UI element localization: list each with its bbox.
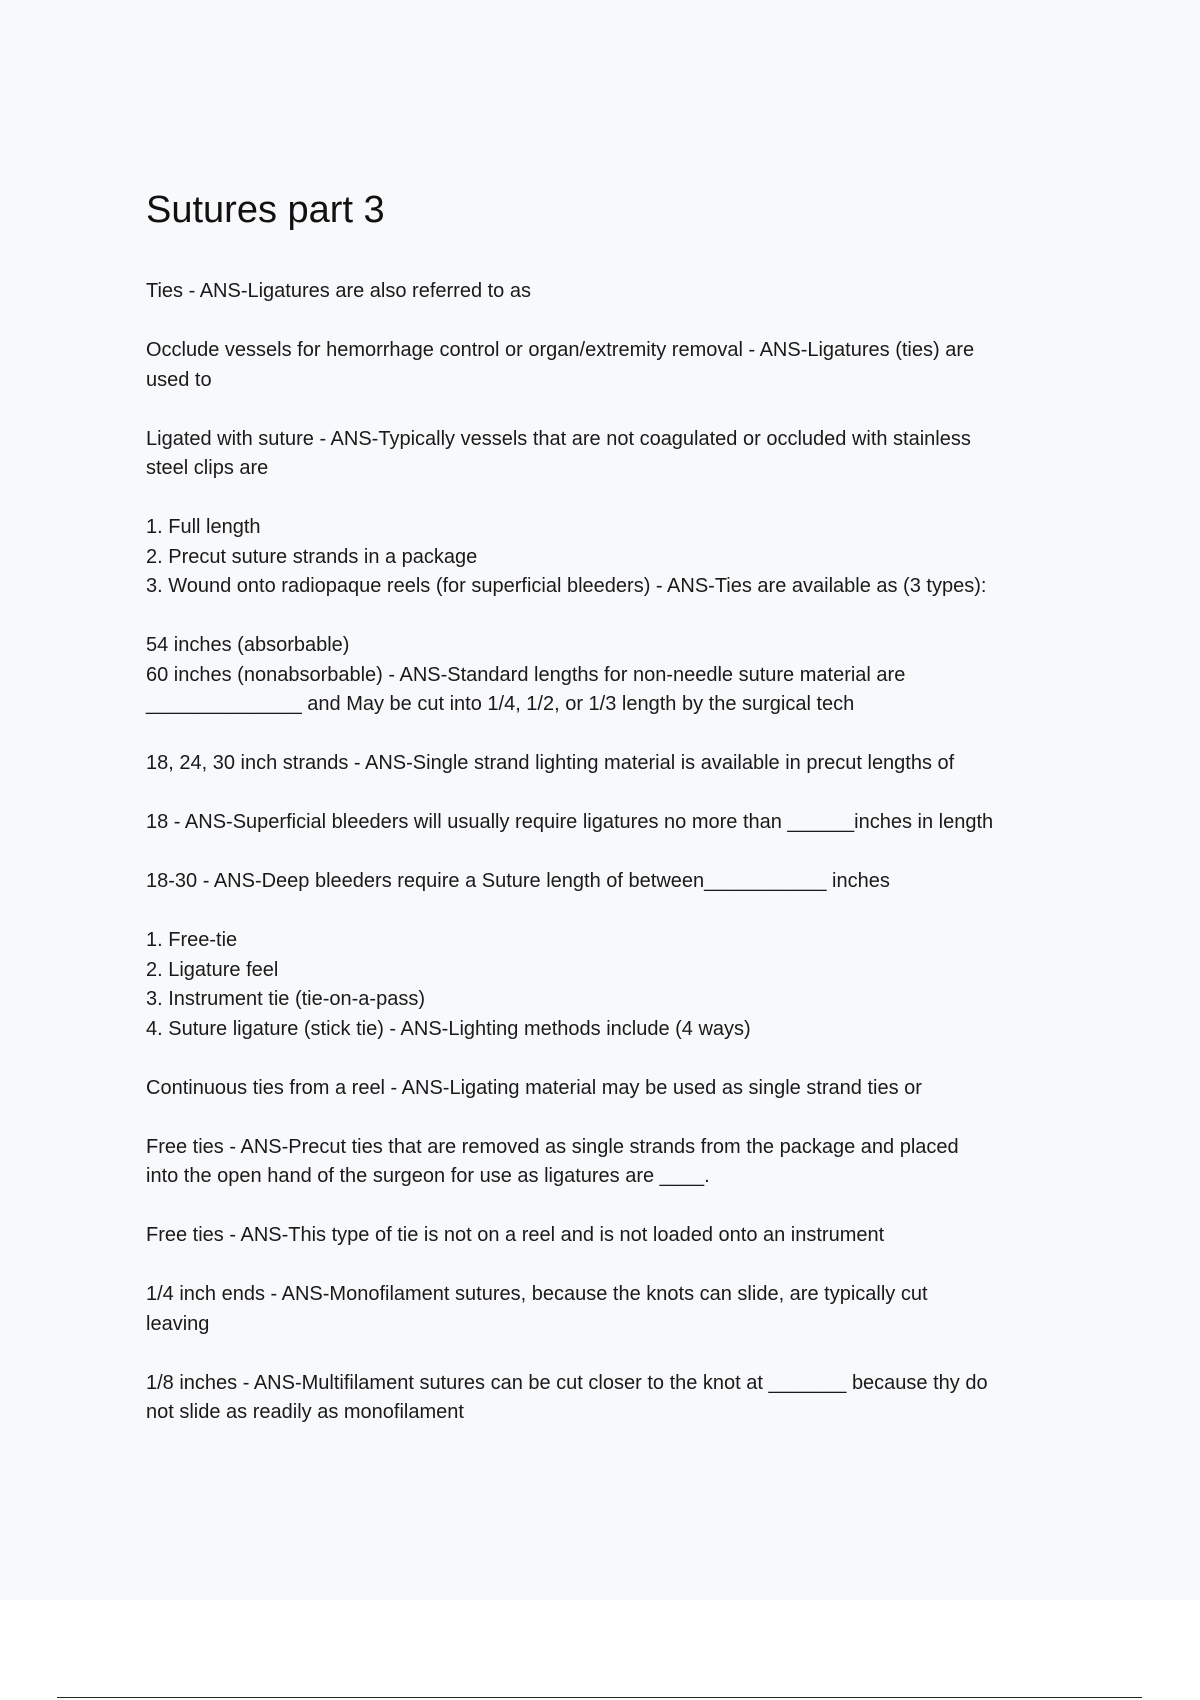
text-line: 1. Full length xyxy=(146,516,261,538)
footer-divider xyxy=(57,1697,1142,1698)
text-line: 4. Suture ligature (stick tie) - ANS-Lighting methods include (4 ways) xyxy=(146,1017,751,1040)
text-paragraph xyxy=(146,1369,1106,1428)
text-paragraph xyxy=(146,1074,1106,1104)
text-line: 3. Instrument tie (tie-on-a-pass) xyxy=(146,988,425,1010)
text-line: Free ties - ANS-Precut ties that are removed as single strands from the package and placed xyxy=(146,1135,959,1158)
text-paragraph xyxy=(146,808,1106,838)
text-line: ______________ and May be cut into 1/4, 1/2, or 1/3 length by the surgical tech xyxy=(146,693,855,715)
paragraph-list xyxy=(146,277,1106,1428)
text-line: 18-30 - ANS-Deep bleeders require a Suture length of between___________ inches xyxy=(146,870,890,892)
text-paragraph xyxy=(146,867,1106,897)
text-line: 18 - ANS-Superficial bleeders will usually require ligatures no more than ______inches in length xyxy=(146,811,994,833)
text-line: 60 inches (nonabsorbable) - ANS-Standard lengths for non-needle suture material are xyxy=(146,663,906,686)
text-paragraph xyxy=(146,513,1106,602)
text-line: 2. Ligature feel xyxy=(146,958,279,981)
text-paragraph xyxy=(146,1221,1106,1251)
text-paragraph xyxy=(146,1133,1106,1192)
text-paragraph xyxy=(146,277,1106,307)
text-line: 1. Free-tie xyxy=(146,929,238,951)
text-line: leaving xyxy=(146,1312,210,1335)
text-line: not slide as readily as monofilament xyxy=(146,1401,464,1423)
text-paragraph xyxy=(146,926,1106,1044)
text-line: steel clips are xyxy=(146,457,269,479)
document-content xyxy=(146,186,1106,1457)
text-line: 1/4 inch ends - ANS-Monofilament sutures, because the knots can slide, are typically cut xyxy=(146,1283,928,1305)
text-line: 2. Precut suture strands in a package xyxy=(146,545,478,568)
text-paragraph xyxy=(146,631,1106,720)
text-paragraph xyxy=(146,1280,1106,1339)
text-line: 3. Wound onto radiopaque reels (for superficial bleeders) - ANS-Ties are available as (3 types): xyxy=(146,575,987,597)
text-line: Free ties - ANS-This type of tie is not on a reel and is not loaded onto an instrument xyxy=(146,1224,885,1246)
text-line: used to xyxy=(146,368,212,391)
text-line: Occlude vessels for hemorrhage control or organ/extremity removal - ANS-Ligatures (ties) are xyxy=(146,339,975,361)
text-line: 54 inches (absorbable) xyxy=(146,634,350,656)
text-paragraph xyxy=(146,425,1106,484)
text-line: Continuous ties from a reel - ANS-Ligating material may be used as single strand ties or xyxy=(146,1076,922,1099)
text-paragraph xyxy=(146,749,1106,779)
page-title: Sutures part 3 xyxy=(146,189,385,231)
text-line: Ties - ANS-Ligatures are also referred to as xyxy=(146,280,531,302)
text-line: Ligated with suture - ANS-Typically vessels that are not coagulated or occluded with stainless xyxy=(146,427,971,450)
text-line: 1/8 inches - ANS-Multifilament sutures can be cut closer to the knot at _______ because thy do xyxy=(146,1371,988,1394)
text-line: 18, 24, 30 inch strands - ANS-Single strand lighting material is available in precut lengths of xyxy=(146,752,955,774)
text-line: into the open hand of the surgeon for use as ligatures are ____. xyxy=(146,1165,710,1187)
text-paragraph xyxy=(146,336,1106,395)
